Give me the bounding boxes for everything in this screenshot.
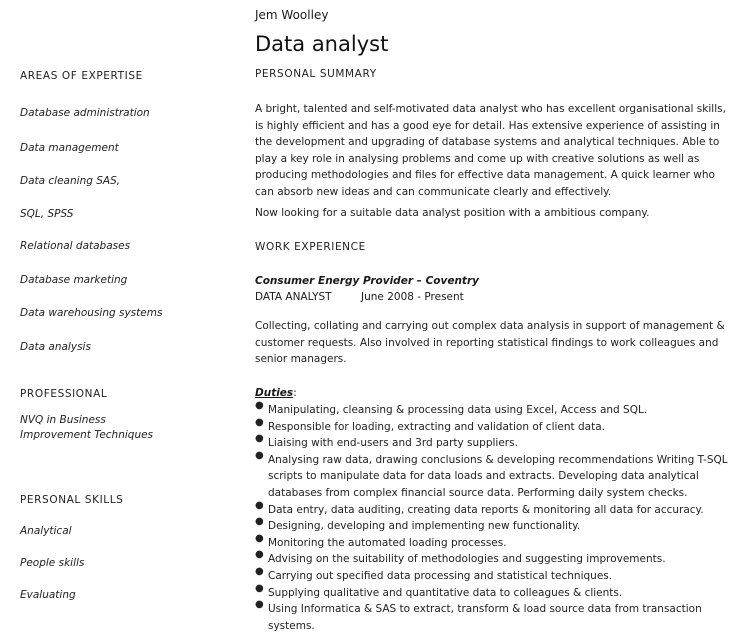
work-heading: WORK EXPERIENCE	[255, 241, 366, 253]
expertise-heading: AREAS OF EXPERTISE	[20, 70, 143, 82]
role-dates: June 2008 - Present	[361, 291, 464, 303]
expertise-item: Database administration	[20, 107, 150, 119]
expertise-item: Data analysis	[20, 341, 91, 353]
skill-item: Evaluating	[20, 589, 76, 601]
duty-item: ● Advising on the suitability of methodologies and suggesting improvements.	[255, 549, 666, 566]
duties-label: Duties	[255, 387, 294, 399]
summary-heading: PERSONAL SUMMARY	[255, 68, 377, 80]
skill-item: People skills	[20, 557, 85, 569]
duties-colon: :	[293, 387, 297, 399]
bullet-icon: ●	[255, 516, 264, 528]
expertise-item: Data warehousing systems	[20, 307, 163, 319]
duty-item: ● Data entry, data auditing, creating data reports & monitoring all data for accuracy.	[255, 499, 704, 516]
summary-paragraph: A bright, talented and self-motivated data analyst who has excellent organisational skills, is highly efficient and has a good eye for detail. Has extensive experience of assisting in the development and upgrading of database systems and analytical techniques. Able to play a key role in analysing problems and come up with creative solutions as well as producing methodologies and files for effective data management. A quick learner who can absorb new ideas and can communicate clearly and effectively.	[255, 103, 726, 198]
professional-item: NVQ in Business	[20, 414, 106, 426]
role-line	[255, 291, 464, 303]
duties-list	[255, 402, 740, 634]
bullet-icon: ●	[255, 499, 264, 511]
professional-heading: PROFESSIONAL	[20, 388, 108, 400]
duty-item: ● Analysing raw data, drawing conclusions & developing recommendations Writing T-SQL scripts to manipulate data for data loads and extracts. Developing data analytical databases from complex financial source data. Performing daily system checks.	[255, 449, 728, 499]
bullet-icon: ●	[255, 400, 264, 411]
looking-paragraph: Now looking for a suitable data analyst position with a ambitious company.	[255, 207, 650, 219]
duty-item: ● Monitoring the automated loading processes.	[255, 532, 507, 549]
bullet-icon: ●	[255, 582, 264, 594]
duty-item: ● Manipulating, cleansing & processing data using Excel, Access and SQL.	[255, 400, 648, 416]
expertise-item: Relational databases	[20, 240, 131, 252]
expertise-item: Data cleaning SAS,	[20, 175, 121, 187]
skill-item: Analytical	[20, 525, 72, 537]
expertise-item: Data management	[20, 142, 119, 154]
bullet-icon: ●	[255, 565, 264, 577]
bullet-icon: ●	[255, 532, 264, 544]
duty-item: ● Liaising with end-users and 3rd party suppliers.	[255, 433, 518, 450]
bullet-icon: ●	[255, 449, 264, 461]
professional-item: Improvement Techniques	[20, 429, 154, 441]
duty-item: ● Supplying qualitative and quantitative data to colleagues & clients.	[255, 582, 623, 599]
bullet-icon: ●	[255, 416, 264, 428]
duty-item: ● Responsible for loading, extracting and validation of client data.	[255, 416, 605, 433]
bullet-icon: ●	[255, 599, 264, 611]
duty-item: ● Using Informatica & SAS to extract, transform & load source data from transaction systems.	[255, 599, 702, 632]
bullet-icon: ●	[255, 433, 264, 445]
expertise-item: SQL, SPSS	[20, 208, 74, 220]
skills-heading: PERSONAL SKILLS	[20, 494, 124, 506]
bullet-icon: ●	[255, 549, 264, 561]
candidate-name: Jem Woolley	[255, 8, 329, 22]
role-title: DATA ANALYST	[255, 291, 332, 303]
duty-item: ● Designing, developing and implementing new functionality.	[255, 516, 581, 533]
job-title: Data analyst	[255, 32, 389, 56]
company-name: Consumer Energy Provider – Coventry	[255, 275, 479, 287]
role-description: Collecting, collating and carrying out complex data analysis in support of management & customer requests. Also involved in reporting statistical findings to work colleagues and senior managers.	[255, 320, 725, 366]
expertise-item: Database marketing	[20, 274, 128, 286]
duty-item: ● Carrying out specified data processing and statistical techniques.	[255, 565, 613, 582]
